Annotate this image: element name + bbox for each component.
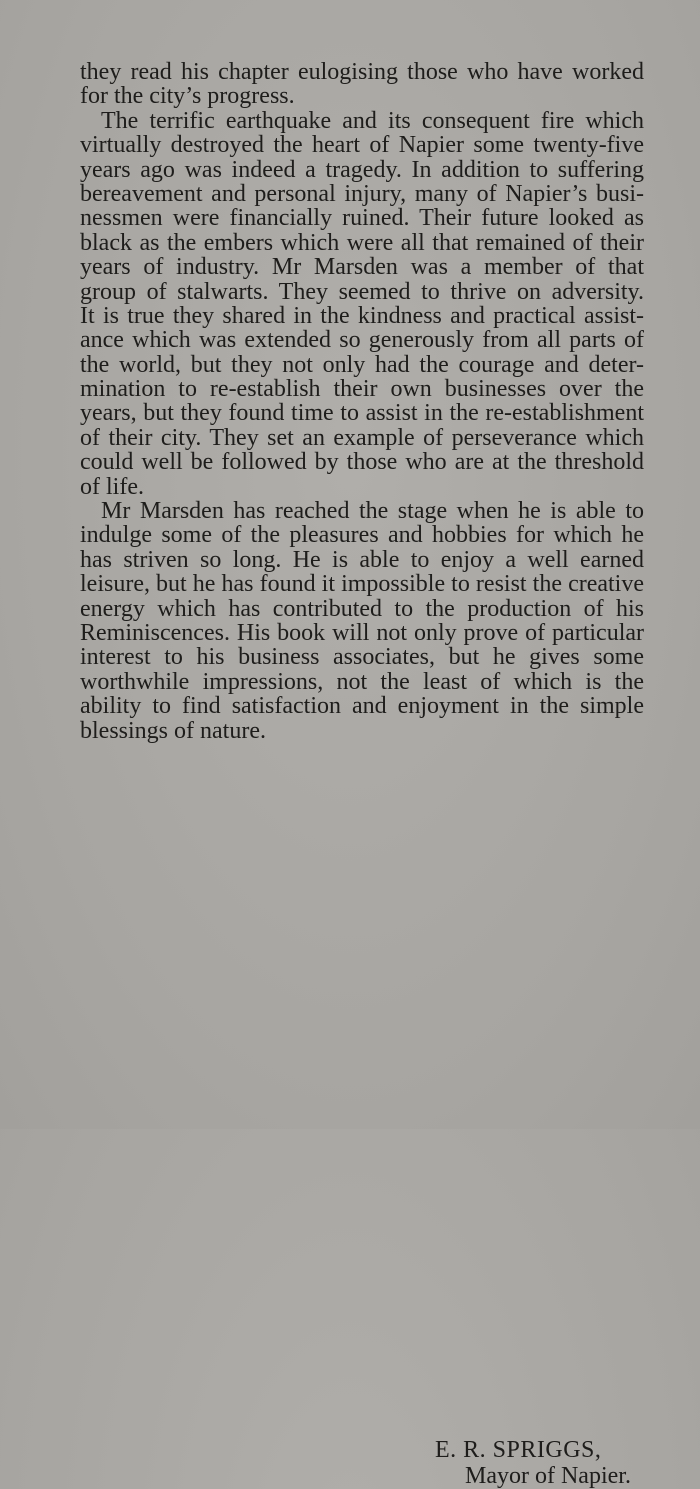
- text-line: interest to his business associates, but he gives some: [80, 644, 644, 671]
- signature-title: Mayor of Napier.: [465, 1462, 631, 1489]
- text-line: of life.: [80, 473, 144, 500]
- paragraph-3: [80, 499, 644, 743]
- text-line: leisure, but he has found it impossible to resist the creative: [80, 571, 644, 598]
- text-line: years of industry. Mr Marsden was a member of that: [80, 254, 644, 281]
- text-line: It is true they shared in the kindness and practical assist-: [80, 302, 644, 329]
- text-line: Mr Marsden has reached the stage when he is able to: [101, 498, 644, 525]
- text-line: The terrific earthquake and its consequent fire which: [101, 107, 644, 134]
- text-line: has striven so long. He is able to enjoy a well earned: [80, 546, 644, 573]
- signature-name: E. R. SPRIGGS,: [435, 1436, 602, 1463]
- text-line: Reminiscences. His book will not only prove of particular: [80, 619, 644, 646]
- text-line: black as the embers which were all that remained of their: [80, 229, 644, 256]
- text-line: for the city’s progress.: [80, 83, 295, 110]
- paragraph-2: [80, 109, 644, 499]
- text-line: virtually destroyed the heart of Napier some twenty-five: [80, 132, 644, 159]
- paragraph-1: [80, 60, 644, 109]
- text-line: energy which has contributed to the production of his: [80, 595, 644, 622]
- text-line: of their city. They set an example of perseverance which: [80, 424, 644, 451]
- text-line: group of stalwarts. They seemed to thrive on adversity.: [80, 278, 644, 305]
- document-body: [80, 59, 644, 1489]
- text-line: worthwhile impressions, not the least of which is the: [80, 668, 644, 695]
- text-line: could well be followed by those who are at the threshold: [80, 449, 644, 476]
- text-line: mination to re-establish their own businesses over the: [80, 376, 644, 403]
- text-line: years, but they found time to assist in the re-establishment: [80, 400, 644, 427]
- text-line: bereavement and personal injury, many of Napier’s busi-: [80, 180, 644, 207]
- text-line: years ago was indeed a tragedy. In addition to suffering: [80, 156, 644, 183]
- text-line: the world, but they not only had the courage and deter-: [80, 351, 644, 378]
- text-line: ability to find satisfaction and enjoyment in the simple: [80, 693, 644, 720]
- text-line: nessmen were financially ruined. Their future looked as: [80, 205, 644, 232]
- text-line: blessings of nature.: [80, 717, 266, 744]
- text-line: indulge some of the pleasures and hobbies for which he: [80, 522, 644, 549]
- text-line: they read his chapter eulogising those who have worked: [80, 59, 644, 85]
- text-line: ance which was extended so generously from all parts of: [80, 327, 644, 354]
